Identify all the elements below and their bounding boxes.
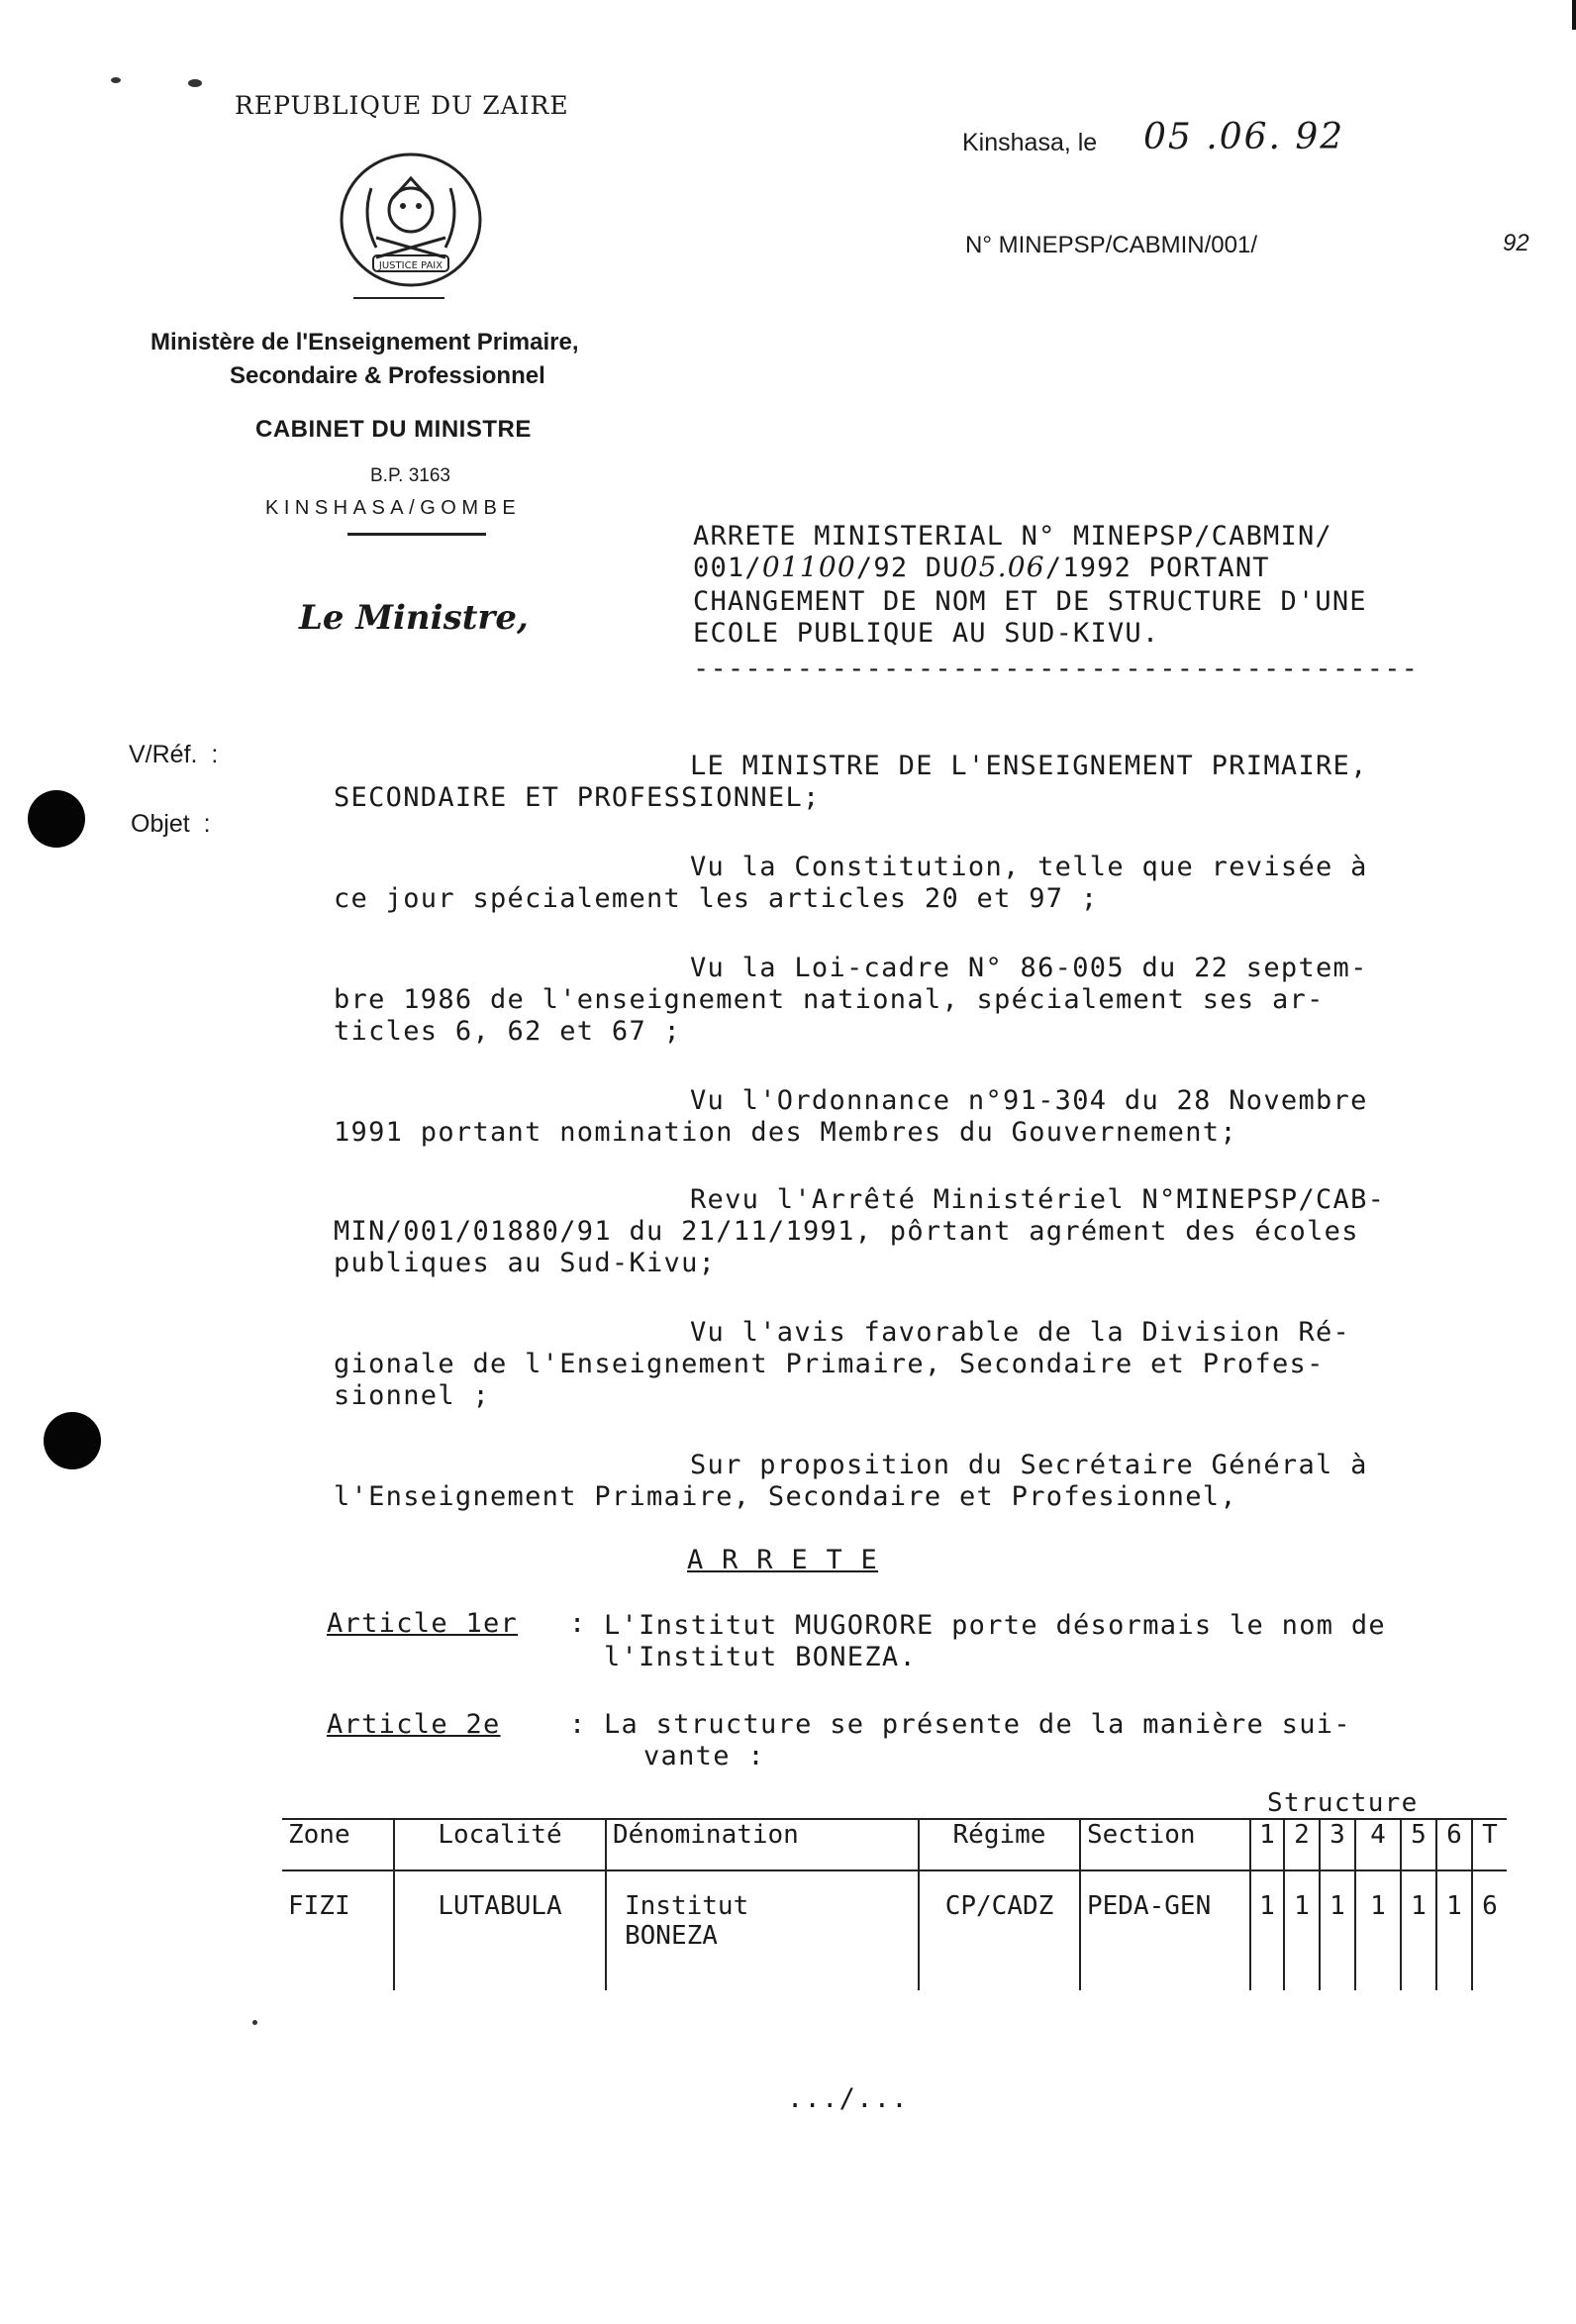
article-1-separator: : — [569, 1608, 587, 1639]
cell-zone: FIZI — [288, 1891, 350, 1921]
preamble-line1: LE MINISTRE DE L'ENSEIGNEMENT PRIMAIRE, — [690, 751, 1368, 781]
cell-year-2: 1 — [1284, 1870, 1320, 1990]
cell-year-1: 1 — [1250, 1870, 1284, 1990]
cabinet-title: CABINET DU MINISTRE — [255, 416, 532, 443]
postal-box: B.P. 3163 — [370, 465, 451, 486]
page-edge-mark — [1572, 0, 1576, 30]
header-zone: Zone — [282, 1819, 394, 1870]
header-year-6: 6 — [1436, 1819, 1472, 1870]
city-address: KINSHASA/GOMBE — [265, 497, 522, 519]
vref-label: V/Réf. : — [129, 741, 219, 768]
cell-regime: CP/CADZ — [919, 1870, 1080, 1990]
cell-denomination-line2: BONEZA — [625, 1921, 718, 1951]
article-2-line2: vante : — [643, 1741, 765, 1771]
title-line3: CHANGEMENT DE NOM ET DE STRUCTURE D'UNE — [693, 586, 1367, 617]
loi-cadre-line2: bre 1986 de l'enseignement national, spécialement ses ar- — [334, 984, 1325, 1015]
header-regime: Régime — [919, 1819, 1080, 1870]
cell-year-6: 1 — [1436, 1870, 1472, 1990]
structure-table — [282, 1818, 1507, 1990]
header-year-2: 2 — [1284, 1819, 1320, 1870]
handwritten-decree-number: 01100 — [761, 551, 856, 583]
header-section: Section — [1080, 1819, 1250, 1870]
title-line4: ECOLE PUBLIQUE AU SUD-KIVU. — [693, 618, 1160, 649]
cell-year-3: 1 — [1320, 1870, 1355, 1990]
speck — [111, 77, 121, 83]
cell-localite: LUTABULA — [394, 1870, 606, 1990]
header-denomination: Dénomination — [606, 1819, 919, 1870]
constitution-line1: Vu la Constitution, telle que revisée à — [690, 852, 1368, 882]
reference-suffix: 92 — [1503, 230, 1529, 256]
article-1-line1: L'Institut MUGORORE porte désormais le nom de — [604, 1610, 1386, 1641]
address-underline — [347, 533, 486, 536]
header-total: T — [1472, 1819, 1507, 1870]
cell-year-5: 1 — [1401, 1870, 1436, 1990]
ministry-name-line2: Secondaire & Professionnel — [230, 362, 545, 389]
preamble-line2: SECONDAIRE ET PROFESSIONNEL; — [334, 782, 821, 813]
structure-label: Structure — [1267, 1788, 1419, 1818]
ordonnance-line2: 1991 portant nomination des Membres du Gouvernement; — [334, 1117, 1237, 1148]
seal-underline — [353, 297, 444, 299]
avis-line1: Vu l'avis favorable de la Division Ré- — [690, 1317, 1351, 1348]
article-1-line2: l'Institut BONEZA. — [604, 1642, 917, 1672]
proposition-line2: l'Enseignement Primaire, Secondaire et Profesionnel, — [334, 1481, 1237, 1512]
arrete-ref-line2: MIN/001/01880/91 du 21/11/1991, pôrtant agrément des écoles — [334, 1216, 1359, 1247]
article-2-separator: : — [569, 1709, 587, 1740]
header-year-4: 4 — [1355, 1819, 1401, 1870]
header-year-3: 3 — [1320, 1819, 1355, 1870]
table-row — [282, 1870, 1507, 1990]
article-2-line1: La structure se présente de la manière sui- — [604, 1709, 1351, 1740]
handwritten-decree-date: 05.06 — [959, 551, 1045, 583]
handwritten-date: 05 .06. 92 — [1143, 117, 1345, 157]
title-line1: ARRETE MINISTERIAL N° MINEPSP/CABMIN/ — [693, 521, 1332, 552]
continuation-mark: .../... — [787, 2083, 909, 2114]
header-year-1: 1 — [1250, 1819, 1284, 1870]
date-prefix: Kinshasa, le — [962, 129, 1098, 156]
signature-title: Le Ministre, — [299, 598, 529, 638]
country-name: REPUBLIQUE DU ZAIRE — [235, 91, 569, 120]
arrete-ref-line1: Revu l'Arrêté Ministériel N°MINEPSP/CAB- — [690, 1184, 1386, 1215]
header-localite: Localité — [394, 1819, 606, 1870]
reference-number: N° MINEPSP/CABMIN/001/ — [965, 232, 1258, 258]
coat-of-arms-seal — [332, 149, 492, 287]
title-line2-c: /1992 PORTANT — [1044, 553, 1270, 583]
article-1-label: Article 1er — [327, 1608, 519, 1639]
avis-line2: gionale de l'Enseignement Primaire, Secondaire et Profes- — [334, 1349, 1325, 1379]
speck — [252, 2020, 257, 2025]
cell-denomination-line1: Institut — [625, 1891, 749, 1921]
title-line2-a: 001/ — [693, 553, 762, 583]
arrete-ref-line3: publiques au Sud-Kivu; — [334, 1248, 717, 1278]
title-line2-b: /92 DU — [855, 553, 960, 583]
proposition-line1: Sur proposition du Secrétaire Général à — [690, 1450, 1368, 1480]
cell-year-4: 1 — [1355, 1870, 1401, 1990]
loi-cadre-line1: Vu la Loi-cadre N° 86-005 du 22 septem- — [690, 953, 1368, 983]
objet-label: Objet : — [131, 810, 211, 838]
table-header-row — [282, 1819, 1507, 1870]
punch-hole-top — [28, 790, 85, 848]
cell-total: 6 — [1472, 1870, 1507, 1990]
punch-hole-bottom — [44, 1412, 101, 1469]
article-2-label: Article 2e — [327, 1709, 501, 1740]
ordonnance-line1: Vu l'Ordonnance n°91-304 du 28 Novembre — [690, 1085, 1368, 1116]
header-year-5: 5 — [1401, 1819, 1436, 1870]
svg-text:JUSTICE PAIX: JUSTICE PAIX — [378, 260, 443, 271]
title-rule: ------------------------------------------ — [693, 654, 1420, 684]
cell-section: PEDA-GEN — [1080, 1870, 1250, 1990]
constitution-line2: ce jour spécialement les articles 20 et 97 ; — [334, 883, 1099, 914]
ministry-name-line1: Ministère de l'Enseignement Primaire, — [150, 329, 579, 355]
arrete-heading: A R R E T E — [687, 1545, 879, 1575]
speck — [188, 79, 202, 87]
cell-denomination — [606, 1870, 919, 1990]
title-line2 — [693, 551, 1270, 583]
loi-cadre-line3: ticles 6, 62 et 67 ; — [334, 1016, 682, 1047]
avis-line3: sionnel ; — [334, 1380, 490, 1411]
